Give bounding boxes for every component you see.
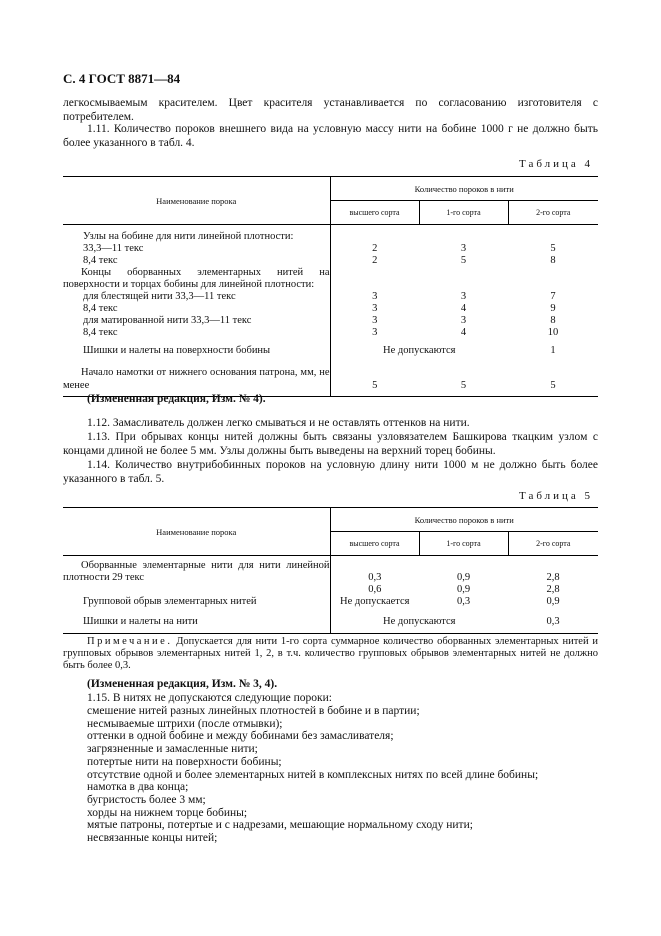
table4-cell: 3 (460, 242, 467, 254)
table5-header-group: Количество пороков в нити (330, 508, 598, 532)
table5-cell: 0,3 (330, 560, 419, 584)
table5-merged-cell: Не допускаются (330, 608, 508, 634)
table5-note (63, 636, 598, 672)
table4-header-group: Количество пороков в нити (330, 177, 598, 201)
note-label: Примечание. (87, 636, 173, 647)
revision-note-3-4: (Измененная редакция, Изм. № 3, 4). (87, 678, 278, 690)
paragraph-1-11: 1.11. Количество пороков внешнего вида на условную массу нити на бобине 1000 г не должно быть более указанного в табл. 4. (63, 123, 598, 149)
list-item: отсутствие одной и более элементарных нитей в комплексных нитях по всей длине бобины; (87, 768, 539, 781)
table4-cell: 5 (508, 357, 598, 397)
list-item: мятые патроны, потертые и с надрезами, мешающие нормальному сходу нити; (87, 819, 473, 832)
table5-header-name: Наименование порока (63, 508, 330, 556)
table4-row-name: для блестящей нити 33,3—11 текс (83, 290, 236, 302)
table5-cell: 0,3 (456, 595, 471, 607)
table4-row-name: 8,4 текс (83, 302, 118, 314)
table4-cell: 10 (547, 326, 559, 338)
table5-cell: 0,9 (456, 583, 471, 595)
list-item: оттенки в одной бобине и между бобинами без замасливателя; (87, 730, 394, 743)
table-4 (63, 176, 598, 397)
table5-cell: Не допускается (330, 596, 419, 608)
table4-row-name: Начало намотки от нижнего основания патрона, мм, не менее (63, 357, 330, 397)
table5-header-col3: 2-го сорта (508, 532, 598, 556)
table5-caption: Таблица 5 (519, 490, 594, 502)
table4-cell: 5 (330, 357, 419, 397)
intro-paragraph: легкосмываемым красителем. Цвет красителя устанавливается по согласованию изготовителя с потребителем. (63, 97, 598, 123)
table4-header-col2: 1-го сорта (419, 201, 508, 225)
table5-row-name: Шишки и налеты на нити (63, 608, 330, 634)
table4-cell: 5 (550, 242, 556, 254)
table4-cell: 4 (460, 326, 467, 338)
table5-cell: 2,8 (546, 583, 560, 595)
table4-cell: 3 (460, 290, 467, 302)
list-item: намотка в два конца; (87, 781, 189, 794)
table5-row-name: Оборванные элементарные нити для нити линейной плотности 29 текс (63, 559, 330, 583)
table5-row-name: Групповой обрыв элементарных нитей (83, 595, 257, 607)
table4-cell: 3 (330, 291, 419, 303)
note-text: Допускается для нити 1-го сорта суммарное количество оборванных элементарных нитей и групповых обрывов элементарных нитей 1, 2, в т.ч. количество групповых обрывов элементарных нитей не должно быть более 0,3. (63, 636, 598, 671)
paragraph-1-13: 1.13. При обрывах концы нитей должны быть связаны узловязателем Башкирова ткацким узлом с концами длиной не более 5 мм. Узлы должны быть выведены на верхний торец бобины. (63, 431, 598, 457)
table5-cell: 0,9 (456, 571, 471, 583)
list-item: бугристость более 3 мм; (87, 793, 206, 806)
list-item: хорды на нижнем торце бобины; (87, 806, 248, 819)
table5-cell: 0,9 (546, 595, 560, 607)
table4-cell: 4 (460, 302, 467, 314)
table4-cell: 2 (330, 243, 419, 255)
table4-cell: 5 (460, 254, 467, 266)
table4-cell: 8 (550, 254, 556, 266)
table5-header-col1: высшего сорта (330, 532, 419, 556)
table4-merged-cell: Не допускаются (330, 339, 508, 357)
paragraph-1-14: 1.14. Количество внутрибобинных пороков на условную длину нити 1000 м не должно быть более указанного в табл. 5. (63, 459, 598, 485)
table4-row-name: Концы оборванных элементарных нитей на поверхности и торцах бобины для линейной плотности: (63, 266, 330, 290)
table4-cell: 1 (550, 344, 556, 356)
table4-row-name: 8,4 текс (83, 326, 118, 338)
table4-cell: 9 (550, 302, 556, 314)
table4-cell: 3 (460, 314, 467, 326)
revision-note-4: (Измененная редакция, Изм. № 4). (87, 393, 266, 405)
table4-cell: 7 (550, 290, 556, 302)
table4-cell: 2 (330, 255, 419, 267)
table4-header-name: Наименование порока (63, 177, 330, 225)
list-item: несвязанные концы нитей; (87, 832, 218, 845)
table4-header-col1: высшего сорта (330, 201, 419, 225)
table4-caption: Таблица 4 (519, 158, 594, 170)
table5-cell: 0,3 (508, 608, 598, 634)
list-item: потертые нити на поверхности бобины; (87, 755, 282, 768)
table4-row-name: 33,3—11 текс (83, 242, 144, 254)
paragraph-1-12: 1.12. Замасливатель должен легко смываться и не оставлять оттенков на нити. (87, 417, 470, 429)
defects-list (87, 705, 602, 845)
table4-row-name: для матированной нити 33,3—11 текс (83, 314, 252, 326)
table4-header-col3: 2-го сорта (508, 201, 598, 225)
table5-cell: 2,8 (546, 571, 560, 583)
table-5 (63, 507, 598, 634)
table4-cell: 3 (330, 303, 419, 315)
table5-cell: 0,6 (330, 584, 419, 596)
table4-row-name: 8,4 текс (83, 254, 118, 266)
list-item: несмываемые штрихи (после отмывки); (87, 717, 283, 730)
table4-cell: 3 (330, 315, 419, 327)
paragraph-1-15: 1.15. В нитях не допускаются следующие пороки: (87, 692, 332, 704)
list-item: загрязненные и замасленные нити; (87, 743, 258, 756)
page-header: С. 4 ГОСТ 8871—84 (63, 71, 181, 86)
table4-cell: 8 (550, 314, 556, 326)
table4-cell: 5 (419, 357, 508, 397)
table4-row-name: Шишки и налеты на поверхности бобины (83, 344, 271, 356)
table4-row-name: Узлы на бобине для нити линейной плотности: (83, 230, 294, 242)
table4-cell: 3 (330, 327, 419, 339)
list-item: смешение нитей разных линейных плотностей в бобине и в партии; (87, 705, 420, 717)
table5-header-col2: 1-го сорта (419, 532, 508, 556)
